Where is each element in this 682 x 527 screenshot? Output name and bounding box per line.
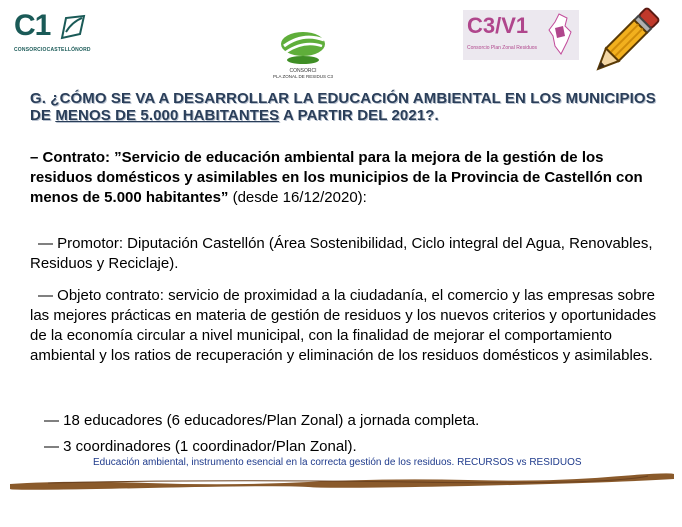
consorci-logo-line1: CONSORCI [289,68,317,74]
heading-part2: A PARTIR DEL 2021?. [279,107,439,124]
brush-stroke-divider [8,468,676,492]
contrato-bold: – Contrato: ”Servicio de educación ambiental para la mejora de la gestión de los residuos domésticos y asimilables en los municipios de la Provincia de Castellón con menos de 5.000 habitantes” [30,149,643,206]
c1-logo-subtitle: CONSORCIOCASTELLÓNORD [14,47,91,53]
map-icon [545,12,575,56]
c1-logo-text: C1 [14,9,51,42]
heading-underlined: MENOS DE 5.000 HABITANTES [55,107,280,124]
pencil-icon [590,6,660,78]
objeto-paragraph: — Objeto contrato: servicio de proximidad a la ciudadanía, el comercio y las empresas sobre las mejores prácticas en materia de gestión de residuos y los nuevos criterios y oportunidades de la economía circular a nivel municipal, con la finalidad de mejorar el comportamiento ambiental y los ratios de recuperación y eliminación de los residuos domésticos y asimilables. [30,287,657,364]
consorci-logo-line2: PLA ZONAL DE RESIDUS C3 [272,74,334,79]
coordinadores-item: — 3 coordinadores (1 coordinador/Plan Zonal). [44,438,357,455]
c1-logo [14,10,94,58]
heading-part1: G. ¿CÓMO SE VA A DESARROLLAR LA EDUCACIÓN AMBIENTAL EN LOS MUNICIPIOS DE [30,90,656,124]
section-heading [30,90,660,124]
contrato-date: (desde 16/12/2020): [228,189,367,206]
c3-v1-logo [463,10,579,60]
c3-v1-logo-text: C3/V1 [467,13,529,38]
educadores-item: — 18 educadores (6 educadores/Plan Zonal) a jornada completa. [44,412,480,429]
leaf-icon [58,12,88,42]
green-leaf-logo-icon [278,30,328,66]
promotor-paragraph: — Promotor: Diputación Castellón (Área Sostenibilidad, Ciclo integral del Agua, Renovables, Residuos y Reciclaje). [30,235,653,272]
c3-v1-logo-subtitle: Consorcio Plan Zonal Residuos [467,45,538,51]
footer-caption: Educación ambiental, instrumento esencial en la correcta gestión de los residuos. RECURSOS vs RESIDUOS [93,457,582,468]
consorci-logo [268,30,338,82]
contrato-paragraph [30,148,660,208]
